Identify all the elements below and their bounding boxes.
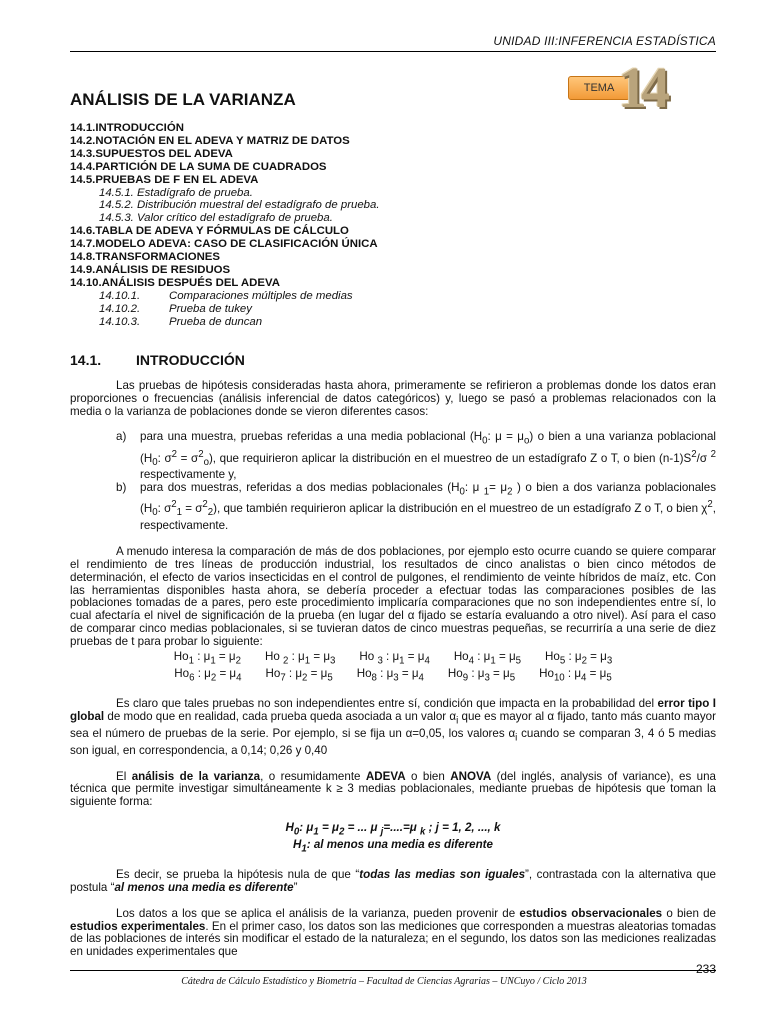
toc-item: 14.5.1. Estadígrafo de prueba. [99,186,253,199]
cases-list [70,431,716,533]
paragraph-5: Es decir, se prueba la hipótesis nula de que “todas las medias son iguales”, contrastada con la alternativa que postula “al menos una media es diferente” [70,868,716,894]
hypothesis: $Ho_5$ : $\mu_2 = \mu_3$ [545,649,613,666]
toc-item: 14.2.NOTACIÓN EN EL ADEVA Y MATRIZ DE DATOS [70,134,350,147]
hypothesis: $Ho_9$ : $\mu_3 = \mu_5$ [447,666,516,683]
list-item [70,431,716,482]
tema-badge [568,55,698,120]
alt-hypothesis: $H_1$: al menos una media es diferente [293,838,493,855]
list-text: para una muestra, pruebas referidas a una media poblacional ($H_0$: $\mu = \mu_o$) o bien a una varianza poblacional ($H_0$: $\sigma^2 = \sigma^2_o$), que requirieron aplicar la distribución en el muestreo de un estadígrafo Z o T, o bien $(n-1)S^2/\sigma$ $^2$ respectivamente y, [140,430,717,482]
hypothesis: $Ho_4$ : $\mu_1 = \mu_5$ [453,649,522,666]
toc-item [70,303,720,316]
hypothesis: $Ho_8$ : $\mu_3 = \mu_4$ [356,666,424,683]
hypotheses-block [70,651,716,685]
page-footer: Cátedra de Cálculo Estadístico y Biometría – Facultad de Ciencias Agrarias – UNCuyo / Ciclo 2013 [181,976,587,987]
paragraph-4: El análisis de la varianza, o resumidamente ADEVA o bien ANOVA (del inglés, analysis of variance), es una técnica que permite investigar simultáneamente k ≥ 3 medias poblacionales, mediante pruebas de hipótesis que toman la siguiente forma: [70,769,716,809]
toc-item-number: 14.10.1. [99,289,141,302]
header-rule [70,51,716,52]
footer-rule [70,970,716,971]
toc-item: 14.1.INTRODUCCIÓN [70,122,184,134]
list-marker: a) [116,430,127,444]
body-text [70,380,716,972]
hypothesis: $Ho_1$ : $\mu_1 = \mu_2$ [173,649,241,666]
table-of-contents [70,122,720,329]
hypothesis: $Ho_6$ : $\mu_2 = \mu_4$ [174,666,242,683]
toc-item: 14.7.MODELO ADEVA: CASO DE CLASIFICACIÓN ÚNICA [70,238,378,251]
toc-item: 14.5.2. Distribución muestral del estadígrafo de prueba. [99,199,380,212]
paragraph-3: Es claro que tales pruebas no son independientes entre sí, condición que impacta en la probabilidad del error tipo I global de modo que en realidad, cada prueba queda asociada a un valor $\alpha_i$ que es mayor al α fijado, tanto más cuanto mayor sea el número de pruebas de la serie. Por ejemplo, si se fija un α=0,05, los valores $\alpha_i$ cuando se comparan 3, 4 ó 5 medias son igual, en correspondencia, a 0,14; 0,26 y 0,40 [70,696,717,757]
null-hypothesis: $H_0$: $\mu_1 = \mu_2$ = ... μ $_j$=....=μ $_k$ ; j = 1, 2, ..., k [285,820,501,838]
page-number: 233 [695,962,716,976]
anova-hypotheses [70,822,716,856]
paragraph-6: Los datos a los que se aplica el análisis de la varianza, pueden provenir de estudios observacionales o bien de estudios experimentales. En el primer caso, los datos son las mediciones que corresponden a muestras aleatorias tomadas de las poblaciones de interés sin modificar el estado de la naturaleza; en el segundo, los datos son las mediciones realizadas en unidades experimentales que [70,906,716,959]
toc-item: 14.5.PRUEBAS DE F EN EL ADEVA [70,173,259,186]
toc-item-label: Prueba de duncan [169,315,263,328]
toc-item: 14.6.TABLA DE ADEVA Y FÓRMULAS DE CÁLCULO [70,225,349,238]
toc-item-label: Prueba de tukey [169,302,252,315]
section-heading [70,352,245,368]
hypotheses-row-2 [70,668,716,685]
toc-item: 14.10.ANÁLISIS DESPUÉS DEL ADEVA [70,276,280,289]
section-number: 14.1. [70,352,102,368]
hypothesis: $Ho_{10}$ : $\mu_4 = \mu_5$ [539,666,612,683]
tema-label: TEMA [568,76,630,100]
toc-item: 14.8.TRANSFORMACIONES [70,251,220,264]
hypotheses-row-1 [70,651,716,668]
toc-item-number: 14.10.2. [99,302,141,315]
hypothesis: Ho $_3$ : $\mu_1 = \mu_4$ [359,649,430,666]
toc-item: 14.5.3. Valor crítico del estadígrafo de prueba. [99,212,333,225]
toc-item-label: Comparaciones múltiples de medias [169,289,353,302]
toc-item: 14.4.PARTICIÓN DE LA SUMA DE CUADRADOS [70,160,327,173]
tema-number: 14 [618,55,664,120]
toc-item: 14.9.ANÁLISIS DE RESIDUOS [70,263,231,276]
list-item [70,482,716,533]
paragraph-2: A menudo interesa la comparación de más de dos poblaciones, por ejemplo esto ocurre cuando se quiere comparar el rendimiento de tres líneas de producción industrial, los resultados de cinco analistas o bien cinco métodos de determinación, el efecto de varios insecticidas en el control de pulgones, el rendimiento de veinte híbridos de maíz, etc. Con las herramientas disponibles hasta ahora, se debería proceder a efectuar todas las comparaciones posibles de las poblaciones tomadas de a pares, pero este procedimiento implicaría comparaciones que no son independientes entre sí, lo cual afectaría el nivel de significación de la prueba (en lugar del α fijado se estaría evaluando a otro nivel). Así para el caso de comparar cinco medias poblacionales, si se tuvieran datos de cinco muestras pequeñas, se recurriría a una serie de diez pruebas de t para probar lo siguiente: [70,545,716,648]
list-text: para dos muestras, referidas a dos medias poblacionales ($H_0$: μ $_1= \mu_2$ ) o bien a dos varianza poblacionales ($H_0$: $\sigma^2_1 = \sigma^2_2$), que también requirieron aplicar la distribución en el muestreo de un estadígrafo Z o T, o bien $\chi^2$, respectivamente. [140,481,717,533]
hypothesis: $Ho_7$ : $\mu_2 = \mu_5$ [265,666,333,683]
hypothesis: Ho $_2$ : $\mu_1 = \mu_3$ [264,649,336,666]
paragraph-1: Las pruebas de hipótesis consideradas hasta ahora, primeramente se refirieron a problemas donde los datos eran proporciones o frecuencias (análisis inferencial de datos categóricos) y, luego se pasó a problemas relacionados con la media o la varianza de poblaciones donde se vieron diferentes casos: [70,379,716,418]
list-marker: b) [116,481,127,495]
toc-item [70,290,720,303]
toc-item-number: 14.10.3. [99,315,141,328]
toc-item: 14.3.SUPUESTOS DEL ADEVA [70,147,233,160]
running-header: UNIDAD III:INFERENCIA ESTADÍSTICA [493,34,716,48]
toc-item [70,316,720,329]
section-title: INTRODUCCIÓN [136,352,245,368]
chapter-title: ANÁLISIS DE LA VARIANZA [70,90,296,109]
